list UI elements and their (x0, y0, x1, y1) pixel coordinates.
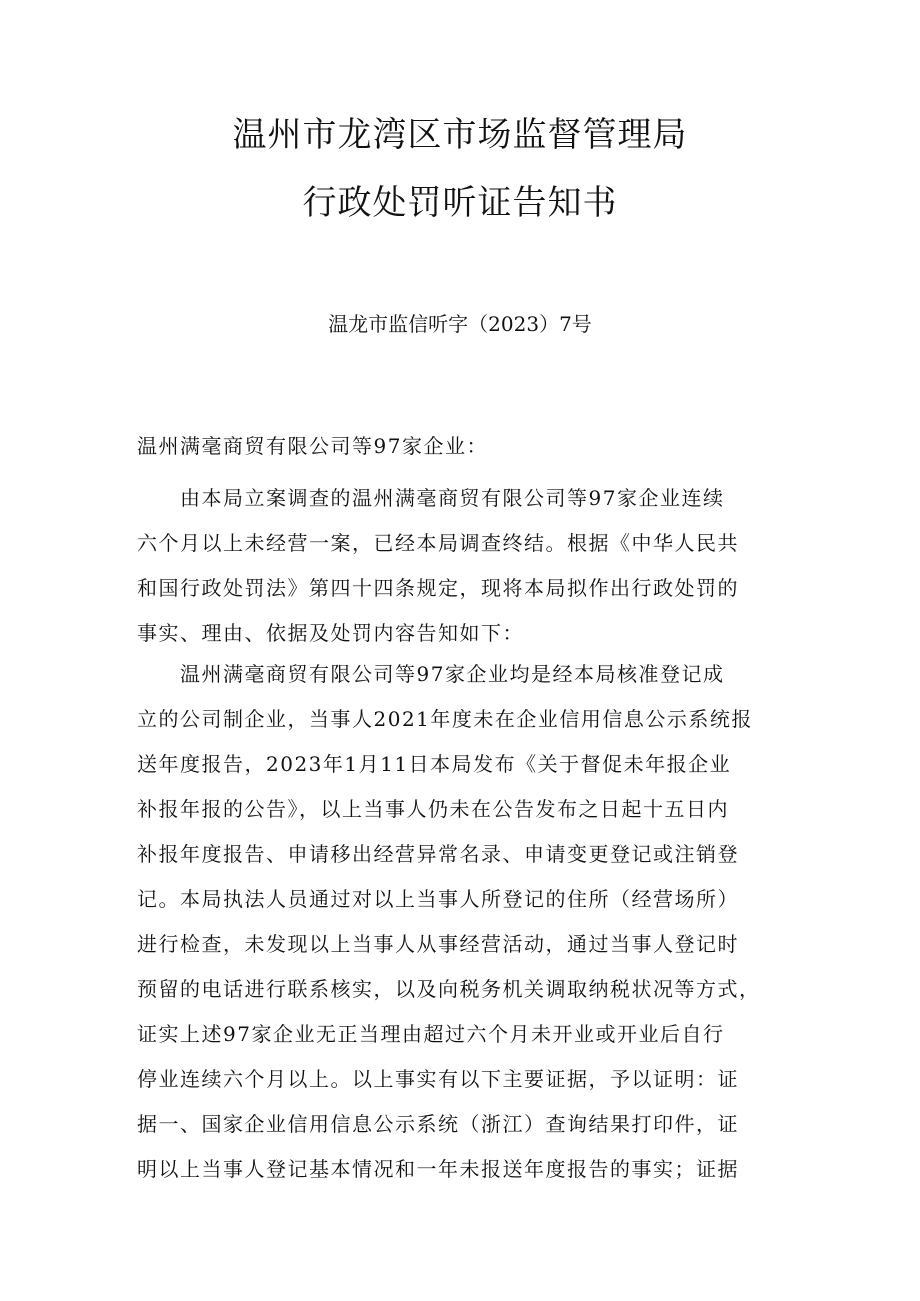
paragraph-line: 立的公司制企业，当事人2021年度未在企业信用信息公示系统报 (137, 707, 753, 731)
paragraph-line: 记。本局执法人员通过对以上当事人所登记的住所（经营场所） (137, 887, 739, 911)
paragraph-line: 由本局立案调查的温州满毫商贸有限公司等97家企业连续 (137, 486, 725, 510)
paragraph-line: 明以上当事人登记基本情况和一年未报送年度报告的事实；证据 (137, 1157, 739, 1181)
paragraph-line: 进行检查，未发现以上当事人从事经营活动，通过当事人登记时 (137, 932, 739, 956)
paragraph-line: 停业连续六个月以上。以上事实有以下主要证据，予以证明：证 (137, 1067, 739, 1091)
addressee: 温州满毫商贸有限公司等97家企业： (137, 434, 488, 458)
document-number: 温龙市监信听字（2023）7号 (328, 312, 592, 336)
paragraph-line: 送年度报告，2023年1月11日本局发布《关于督促未年报企业 (137, 752, 732, 776)
paragraph-line: 据一、国家企业信用信息公示系统（浙江）查询结果打印件，证 (137, 1112, 739, 1136)
paragraph-line: 补报年报的公告》，以上当事人仍未在公告发布之日起十五日内 (137, 797, 729, 821)
paragraph-line: 温州满毫商贸有限公司等97家企业均是经本局核准登记成 (137, 662, 725, 686)
paragraph-notice (137, 476, 797, 656)
paragraph-line: 六个月以上未经营一案，已经本局调查终结。根据《中华人民共 (137, 531, 739, 555)
document-title-type: 行政处罚听证告知书 (302, 183, 618, 223)
paragraph-line: 预留的电话进行联系核实，以及向税务机关调取纳税状况等方式， (137, 977, 761, 1001)
paragraph-line: 证实上述97家企业无正当理由超过六个月未开业或开业后自行 (137, 1022, 725, 1046)
paragraph-line: 补报年度报告、申请移出经营异常名录、申请变更登记或注销登 (137, 842, 739, 866)
paragraph-line: 事实、理由、依据及处罚内容告知如下： (137, 621, 524, 645)
paragraph-line: 和国行政处罚法》第四十四条规定，现将本局拟作出行政处罚的 (137, 576, 739, 600)
document-title-issuer: 温州市龙湾区市场监督管理局 (232, 115, 688, 155)
paragraph-facts (137, 652, 797, 1192)
